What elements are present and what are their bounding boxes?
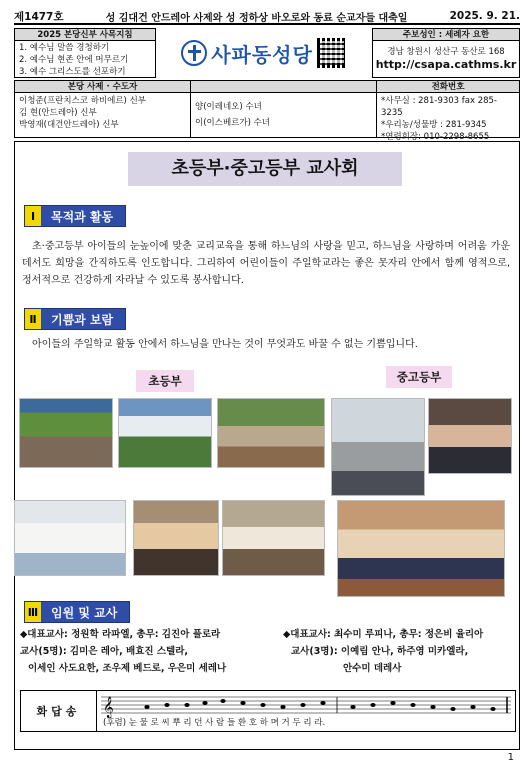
issue-number: 제1477호 [14,10,64,23]
photo-elementary-3 [217,398,325,468]
elementary-tag: 초등부 [136,370,194,392]
page-number: 1 [507,752,514,763]
logo-text: 사파동성당 [211,42,313,67]
pastoral-goal: 3. 예수 그리스도를 선포하기 [19,67,126,77]
pastoral-goal: 1. 예수님 말씀 경청하기 [19,43,110,53]
middle-staff-list [283,626,519,677]
priest-name: 박영재(대건안드레아) 신부 [19,120,119,130]
music-score [97,691,515,731]
staff-line: ◆대표교사: 정원학 라파엘, 총무: 김진아 플로라 [20,629,221,640]
section-number: Ⅰ [25,206,41,226]
staff-table [14,80,520,142]
section-number: Ⅱ [25,309,41,329]
masthead-line [14,9,520,25]
photo-elementary-6 [222,500,325,576]
church-address: 경남 창원시 성산구 동산로 168 [387,47,505,57]
pastoral-goals-title: 2025 본당신부 사목지침 [15,29,155,41]
section-number: Ⅲ [25,602,41,622]
sisters-column [191,81,377,137]
elementary-staff-list [20,626,270,677]
patron-box [372,28,520,78]
qr-code-icon [317,38,347,68]
issue-date: 2025. 9. 21. [449,10,520,22]
phone-entry: *연령회장: 010-2298-8655 [381,132,490,142]
page-title: 초등부·중고등부 교사회 [128,152,402,186]
staff-line: 이세인 사도요한, 조우제 베드로, 우은미 세레나 [28,663,227,674]
phones-column [377,81,519,142]
photo-elementary-5 [133,500,219,576]
sister-name: 양(이레네오) 수녀 [195,102,262,112]
photo-elementary-4 [14,500,126,576]
photo-middle-3 [337,500,505,597]
staff-line: 안수미 데레사 [343,663,402,674]
psalm-lyrics: (후렴) 눈 물 로 씨 뿌 리 던 사 람 들 환 호 하 며 거 두 리 라. [103,718,326,728]
priest-name: 김 현(안드레아) 신부 [19,108,97,118]
pastoral-goal: 2. 예수님 현존 안에 머무르기 [19,55,129,65]
photo-elementary-1 [19,398,113,468]
sister-name: 이(이스베르가) 수녀 [195,118,271,128]
staff-line: 교사(3명): 이예림 안나, 하주영 미카엘라, [291,646,469,657]
phone-entry: *우리농/성물방 : 281-9345 [381,120,487,130]
priests-column [15,81,191,137]
section-title: 목적과 활동 [51,209,114,224]
psalm-label: 화답송 [21,691,97,731]
phones-title: 전화번호 [377,81,519,93]
section-title: 임원 및 교사 [51,605,118,620]
joy-paragraph: 아이들의 주일학교 활동 안에서 하느님을 만나는 것이 무엇과도 바꿀 수 없는 기쁨입니다. [32,339,418,350]
section-staff-heading [24,601,130,623]
section-title: 기쁨과 보람 [51,312,114,327]
church-logo [156,28,372,78]
priests-title: 본당 사제 · 수도자 [15,81,190,93]
middle-high-tag: 중고등부 [386,366,452,388]
photo-elementary-2 [118,398,212,468]
church-url[interactable]: http://csapa.cathms.kr [375,58,517,71]
header [14,28,520,78]
photo-middle-1 [331,398,425,496]
priest-name: 이청준(프란치스코 하비에르) 신부 [19,96,146,106]
purpose-paragraph: 초·중고등부 아이들의 눈높이에 맞춘 교리교육을 통해 하느님의 사랑을 믿고, 하느님을 사랑하며 어려움 가운데서도 희망을 간직하도록 인도합니다. 그리하여 어린이들이 주일학교라는 좋은 못자리 안에서 함께 영적으로, 정서적으로 건강하게 자라날 수 있도록 봉사합니다. [22,241,510,286]
section-purpose-heading [24,205,126,227]
staff-line: ◆대표교사: 최수미 루피나, 총무: 정은비 율리아 [283,629,484,640]
phone-entry: *사무실 : 281-9303 fax 285-3235 [381,96,497,118]
staff-line: 교사(5명): 김미은 레아, 배효진 스텔라, [20,646,189,657]
pastoral-goals-box [14,28,156,78]
section-joy-heading [24,308,126,330]
svg-text:𝄞: 𝄞 [103,697,114,718]
patron-title: 주보성인 : 세례자 요한 [373,29,519,41]
church-emblem-icon [181,40,207,66]
photo-middle-2 [428,398,512,474]
feast-headline: 성 김대건 안드레아 사제와 성 정하상 바오로와 동료 순교자들 대축일 [105,12,408,24]
responsorial-psalm [20,690,516,732]
